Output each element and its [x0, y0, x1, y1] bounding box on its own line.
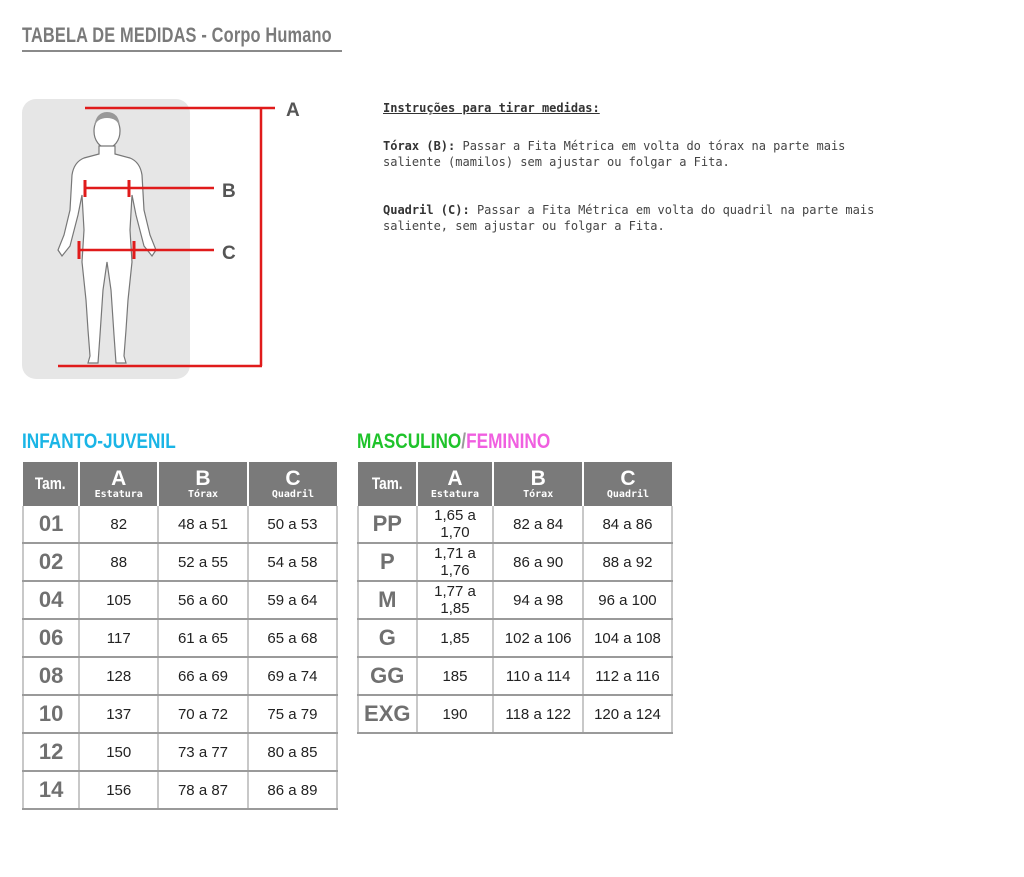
quadril-cell: 104 a 108: [583, 619, 672, 657]
estatura-cell: 88: [79, 543, 158, 581]
header-b: B Tórax: [493, 462, 583, 506]
torax-cell: 52 a 55: [158, 543, 248, 581]
table-row: [23, 619, 337, 657]
estatura-cell: 150: [79, 733, 158, 771]
table-row: [23, 543, 337, 581]
instructions-block: [383, 100, 903, 234]
header-tam: Tam.: [358, 462, 417, 506]
torax-cell: 66 a 69: [158, 657, 248, 695]
torax-cell: 56 a 60: [158, 581, 248, 619]
size-cell: P: [358, 543, 417, 581]
torax-text: Passar a Fita Métrica em volta do tórax na parte mais saliente (mamilos) sem ajustar ou folgar a Fita.: [383, 139, 846, 169]
estatura-cell: 128: [79, 657, 158, 695]
instructions-title: Instruções para tirar medidas:: [383, 101, 600, 115]
torax-cell: 86 a 90: [493, 543, 583, 581]
size-cell: 08: [23, 657, 79, 695]
size-cell: GG: [358, 657, 417, 695]
table-row: [358, 581, 672, 619]
estatura-cell: 156: [79, 771, 158, 809]
estatura-cell: 105: [79, 581, 158, 619]
table-header-row: [358, 462, 672, 506]
estatura-cell: 137: [79, 695, 158, 733]
adulto-title: [357, 430, 550, 454]
size-cell: 10: [23, 695, 79, 733]
size-cell: 14: [23, 771, 79, 809]
torax-cell: 78 a 87: [158, 771, 248, 809]
label-c: C: [222, 243, 236, 264]
quadril-cell: 112 a 116: [583, 657, 672, 695]
table-row: [358, 657, 672, 695]
torax-cell: 73 a 77: [158, 733, 248, 771]
table-row: [358, 619, 672, 657]
estatura-cell: 1,65 a 1,70: [417, 506, 494, 543]
label-a: A: [286, 100, 300, 121]
table-row: [23, 581, 337, 619]
torax-label: Tórax (B):: [383, 139, 456, 153]
table-row: [358, 506, 672, 543]
torax-cell: 48 a 51: [158, 506, 248, 543]
quadril-cell: 54 a 58: [248, 543, 337, 581]
body-measurement-diagram: [0, 0, 320, 390]
quadril-cell: 69 a 74: [248, 657, 337, 695]
title-slash: /: [461, 430, 467, 453]
quadril-cell: 59 a 64: [248, 581, 337, 619]
size-cell: 12: [23, 733, 79, 771]
header-b: B Tórax: [158, 462, 248, 506]
size-cell: G: [358, 619, 417, 657]
table-row: [23, 695, 337, 733]
quadril-text: Passar a Fita Métrica em volta do quadril na parte mais saliente, sem ajustar ou folgar a Fita.: [383, 203, 875, 233]
instruction-quadril: [383, 202, 903, 234]
quadril-cell: 75 a 79: [248, 695, 337, 733]
adulto-size-table: [357, 462, 673, 734]
torax-cell: 110 a 114: [493, 657, 583, 695]
table-row: [23, 657, 337, 695]
torax-cell: 102 a 106: [493, 619, 583, 657]
human-silhouette-icon: [58, 114, 156, 363]
torax-cell: 118 a 122: [493, 695, 583, 733]
size-cell: EXG: [358, 695, 417, 733]
table-row: [23, 733, 337, 771]
estatura-cell: 82: [79, 506, 158, 543]
header-a: A Estatura: [417, 462, 494, 506]
estatura-cell: 1,77 a 1,85: [417, 581, 494, 619]
quadril-cell: 120 a 124: [583, 695, 672, 733]
table-row: [358, 543, 672, 581]
feminino-label: FEMININO: [466, 430, 551, 453]
quadril-cell: 96 a 100: [583, 581, 672, 619]
size-cell: 02: [23, 543, 79, 581]
table-header-row: [23, 462, 337, 506]
quadril-cell: 50 a 53: [248, 506, 337, 543]
estatura-cell: 190: [417, 695, 494, 733]
estatura-cell: 1,85: [417, 619, 494, 657]
quadril-cell: 80 a 85: [248, 733, 337, 771]
torax-cell: 94 a 98: [493, 581, 583, 619]
table-row: [358, 695, 672, 733]
quadril-cell: 84 a 86: [583, 506, 672, 543]
torax-cell: 70 a 72: [158, 695, 248, 733]
table-row: [23, 771, 337, 809]
header-c: C Quadril: [248, 462, 337, 506]
label-b: B: [222, 181, 236, 202]
size-cell: 04: [23, 581, 79, 619]
size-cell: PP: [358, 506, 417, 543]
header-tam: Tam.: [23, 462, 79, 506]
size-cell: 01: [23, 506, 79, 543]
instruction-torax: [383, 138, 903, 170]
size-cell: M: [358, 581, 417, 619]
estatura-cell: 185: [417, 657, 494, 695]
torax-cell: 82 a 84: [493, 506, 583, 543]
infanto-title: INFANTO-JUVENIL: [22, 430, 176, 453]
header-c: C Quadril: [583, 462, 672, 506]
quadril-cell: 86 a 89: [248, 771, 337, 809]
size-cell: 06: [23, 619, 79, 657]
torax-cell: 61 a 65: [158, 619, 248, 657]
quadril-cell: 65 a 68: [248, 619, 337, 657]
header-a: A Estatura: [79, 462, 158, 506]
estatura-cell: 1,71 a 1,76: [417, 543, 494, 581]
table-row: [23, 506, 337, 543]
infanto-size-table: [22, 462, 338, 810]
masculino-label: MASCULINO: [357, 430, 462, 453]
quadril-label: Quadril (C):: [383, 203, 470, 217]
estatura-cell: 117: [79, 619, 158, 657]
page-title: TABELA DE MEDIDAS - Corpo Humano: [22, 24, 332, 47]
quadril-cell: 88 a 92: [583, 543, 672, 581]
